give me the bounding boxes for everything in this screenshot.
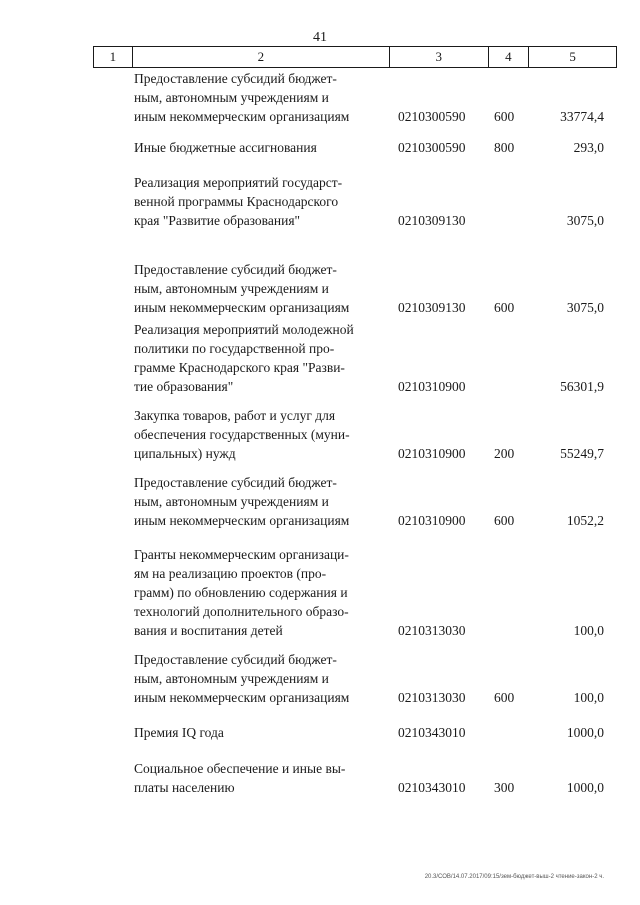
row-amount: 1000,0	[566, 725, 604, 740]
row-description	[134, 723, 386, 742]
row-code: 0210313030	[398, 623, 466, 638]
description-line: Предоставление субсидий бюджет-	[134, 71, 337, 86]
description-line: тие образования"	[134, 379, 234, 394]
row-expense-type: 200	[494, 446, 515, 461]
row-code: 0210310900	[398, 379, 466, 394]
row-description	[134, 138, 386, 157]
description-line: вания и воспитания детей	[134, 623, 283, 638]
row-amount: 55249,7	[560, 446, 604, 461]
row-description	[134, 69, 386, 126]
header-col-5: 5	[569, 49, 576, 64]
row-description	[134, 473, 386, 530]
row-code: 0210313030	[398, 690, 466, 705]
footer-file-stamp: 20.3/СОВ/14.07.2017/09:15/зем-бюджет-выш-2 чтение-закон-2 ч.	[424, 874, 604, 880]
row-description	[134, 759, 386, 797]
description-line: ным, автономным учреждениям и	[134, 90, 329, 105]
row-description	[134, 406, 386, 463]
row-description	[134, 173, 386, 230]
description-line: Предоставление субсидий бюджет-	[134, 262, 337, 277]
description-line: обеспечения государственных (муни-	[134, 427, 350, 442]
row-description	[134, 650, 386, 707]
row-amount: 100,0	[573, 690, 604, 705]
description-line: венной программы Краснодарского	[134, 194, 339, 209]
header-col-1: 1	[94, 47, 133, 67]
row-amount: 3075,0	[566, 213, 604, 228]
row-expense-type: 600	[494, 690, 515, 705]
description-line: ципальных) нужд	[134, 446, 236, 461]
row-amount: 33774,4	[560, 109, 604, 124]
row-amount: 100,0	[573, 623, 604, 638]
description-line: Иные бюджетные ассигнования	[134, 140, 317, 155]
row-expense-type: 600	[494, 109, 515, 124]
header-col-4: 4	[489, 47, 530, 67]
description-line: иным некоммерческим организациям	[134, 109, 350, 124]
description-line: Гранты некоммерческим организаци-	[134, 547, 349, 562]
description-line: Предоставление субсидий бюджет-	[134, 652, 337, 667]
row-code: 0210310900	[398, 446, 466, 461]
header-col-3: 3	[390, 47, 489, 67]
page-number: 41	[313, 30, 327, 45]
description-line: ным, автономным учреждениям и	[134, 494, 329, 509]
description-line: иным некоммерческим организациям	[134, 300, 350, 315]
description-line: Закупка товаров, работ и услуг для	[134, 408, 336, 423]
description-line: ным, автономным учреждениям и	[134, 281, 329, 296]
description-line: Реализация мероприятий государст-	[134, 175, 343, 190]
row-code: 0210309130	[398, 213, 466, 228]
description-line: Реализация мероприятий молодежной	[134, 322, 354, 337]
description-line: технологий дополнительного образо-	[134, 604, 349, 619]
description-line: Премия IQ года	[134, 725, 224, 740]
description-line: края "Развитие образования"	[134, 213, 301, 228]
row-expense-type: 300	[494, 780, 515, 795]
row-code: 0210343010	[398, 725, 466, 740]
row-description	[134, 320, 386, 396]
description-line: грамм) по обновлению содержания и	[134, 585, 348, 600]
row-amount: 1052,2	[566, 513, 604, 528]
description-line: иным некоммерческим организациям	[134, 513, 350, 528]
row-code: 0210310900	[398, 513, 466, 528]
row-code: 0210300590	[398, 109, 466, 124]
table-header	[93, 46, 617, 68]
description-line: ным, автономным учреждениям и	[134, 671, 329, 686]
header-col-2: 2	[133, 47, 390, 67]
row-amount: 56301,9	[560, 379, 604, 394]
description-line: политики по государственной про-	[134, 341, 335, 356]
row-amount: 1000,0	[566, 780, 604, 795]
description-line: Социальное обеспечение и иные вы-	[134, 761, 346, 776]
row-expense-type: 800	[494, 140, 515, 155]
row-description	[134, 260, 386, 317]
description-line: ям на реализацию проектов (про-	[134, 566, 327, 581]
row-amount: 3075,0	[566, 300, 604, 315]
row-expense-type: 600	[494, 513, 515, 528]
row-expense-type: 600	[494, 300, 515, 315]
row-code: 0210343010	[398, 780, 466, 795]
row-description	[134, 545, 386, 640]
row-code: 0210309130	[398, 300, 466, 315]
description-line: Предоставление субсидий бюджет-	[134, 475, 337, 490]
row-amount: 293,0	[573, 140, 604, 155]
description-line: платы населению	[134, 780, 235, 795]
row-code: 0210300590	[398, 140, 466, 155]
description-line: иным некоммерческим организациям	[134, 690, 350, 705]
description-line: грамме Краснодарского края "Разви-	[134, 360, 345, 375]
